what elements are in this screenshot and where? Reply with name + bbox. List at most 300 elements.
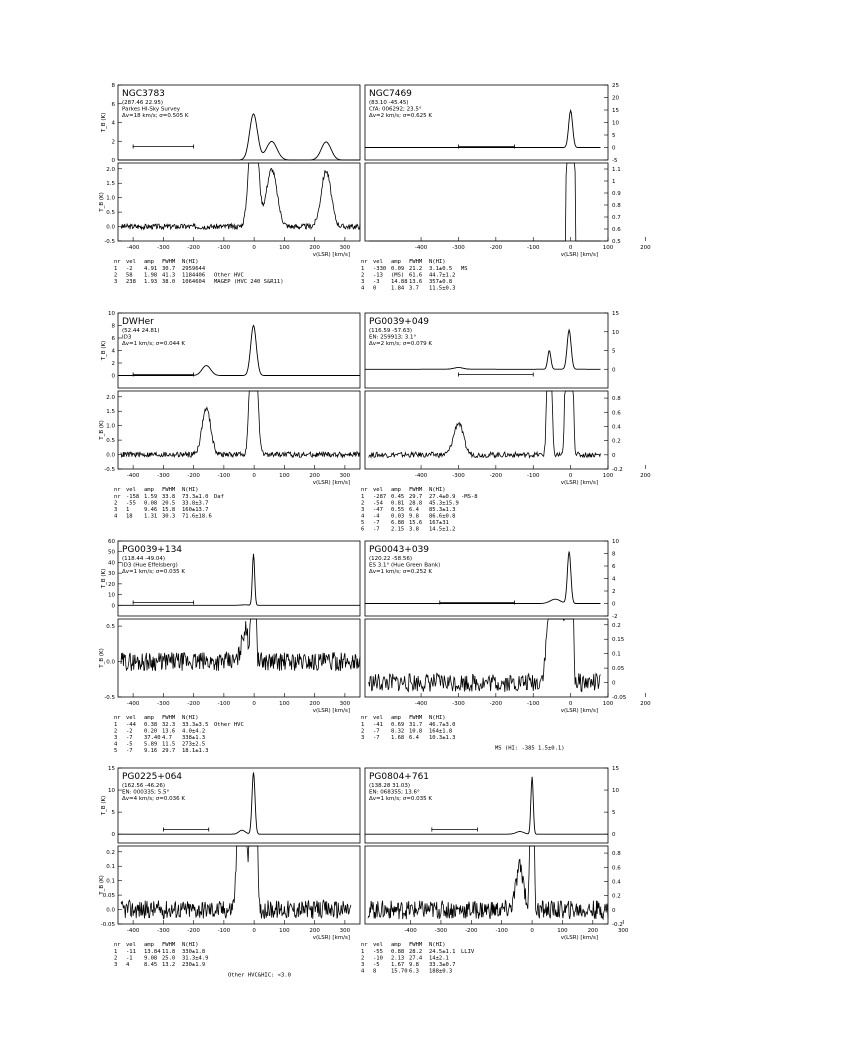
table-row — [361, 729, 452, 735]
table-cell: 6.4 — [409, 735, 419, 741]
table-cell: 1 — [114, 266, 118, 272]
panel-subtitle: ES 3.1° (Hue Green Bank) — [369, 562, 441, 569]
table-row — [114, 735, 205, 741]
ytick-label: 0 — [111, 832, 115, 839]
table-cell: 9.8 — [409, 513, 419, 520]
xtick-label: -300 — [157, 928, 170, 934]
panel-subtitle: Δv=1 km/s; σ=0.252 K — [369, 569, 432, 575]
table-cell: 8.45 — [144, 962, 158, 968]
panel-subtitle: CfA: 006292; 23.5° — [369, 106, 422, 113]
table-cell: 61.6 — [409, 272, 423, 279]
table-cell: (MS) — [391, 272, 405, 279]
ytick-label: 0 — [111, 603, 115, 610]
table-header: N(HI) — [182, 487, 199, 493]
table-header: FWHM — [409, 259, 423, 265]
ytick-label: 10 — [612, 539, 619, 545]
table-row — [361, 527, 456, 533]
ytick-label: 0.1 — [106, 864, 115, 871]
ytick-label: 1 — [612, 179, 616, 185]
ytick-label: -0.5 — [104, 695, 115, 701]
ytick-label: 5 — [111, 810, 115, 817]
xtick-label: 0 — [530, 928, 534, 934]
ytick-label: 6 — [612, 564, 616, 570]
table-row — [114, 748, 209, 754]
table-header: nr — [361, 715, 368, 721]
table-cell: 164±1.8 — [429, 728, 453, 735]
table-cell: 3 — [361, 962, 365, 968]
table-row — [361, 286, 456, 292]
xtick-label: -200 — [187, 473, 200, 479]
xtick-label: -400 — [126, 928, 140, 934]
panel-title: DWHer — [122, 317, 154, 327]
table-cell: 46.7±3.0 — [429, 722, 456, 728]
table-header: vel — [373, 715, 383, 721]
ytick-label: 4 — [612, 576, 616, 583]
ytick-label: 6 — [111, 101, 115, 108]
table-cell: 0.69 — [391, 722, 405, 728]
panel-title: PG0039+134 — [122, 545, 183, 555]
spectrum-line — [118, 114, 360, 160]
xtick-label: -300 — [157, 245, 170, 251]
table-cell: 15.70 — [391, 968, 408, 975]
panel-subtitle: (52.44 24.81) — [122, 328, 160, 334]
xtick-label: -100 — [217, 245, 231, 251]
panel-subtitle: Δv=1 km/s; σ=0.035 K — [369, 796, 432, 802]
table-row — [361, 494, 478, 500]
ytick-label: 15 — [612, 108, 619, 114]
table-cell: 4 — [126, 962, 130, 968]
table-row — [114, 494, 224, 500]
ytick-label: 0.5 — [106, 438, 115, 445]
table-cell: 6.4 — [409, 507, 419, 513]
ytick-label: 10 — [108, 788, 115, 795]
table-cell: -7 — [373, 735, 380, 741]
xtick-label: 0 — [252, 245, 256, 251]
panel-subtitle: (116.59 -57.63) — [369, 328, 413, 334]
ytick-label: 1.0 — [106, 195, 115, 202]
table-cell: 273±2.5 — [182, 741, 206, 748]
x-axis-label: v(LSR) [km/s] — [560, 252, 598, 258]
table-header: vel — [126, 715, 136, 721]
x-axis-label: v(LSR) [km/s] — [312, 480, 350, 486]
panel-subtitle: Δv=2 km/s; σ=0.625 K — [369, 113, 432, 119]
table-row — [361, 514, 456, 520]
table-cell: 30.3 — [162, 513, 176, 520]
panel-dwher — [99, 311, 360, 520]
ytick-label: 0.4 — [612, 879, 621, 886]
table-header: N(HI) — [429, 715, 446, 721]
xtick-label: 300 — [339, 928, 351, 934]
panel-pg0039p049 — [361, 311, 651, 533]
table-cell: 1.84 — [391, 285, 405, 292]
table-cell: 3 — [114, 962, 118, 968]
xtick-label: -400 — [404, 928, 417, 934]
bottom-frame — [365, 619, 608, 697]
table-header: N(HI) — [182, 715, 199, 721]
table-row — [114, 962, 205, 968]
xtick-label: -300 — [452, 473, 465, 479]
table-cell: 10.8 — [409, 728, 423, 735]
ytick-label: 0.8 — [612, 396, 621, 403]
top-frame — [118, 313, 360, 388]
table-cell: 18.1±1.3 — [182, 748, 209, 754]
ytick-label: 0.0 — [106, 224, 115, 231]
ytick-label: 4 — [111, 120, 115, 127]
table-cell: -55 — [126, 500, 136, 507]
ytick-label: 10 — [612, 788, 619, 795]
table-cell: 13.6 — [409, 279, 423, 285]
panel-title: PG0043+039 — [369, 545, 430, 555]
table-header: N(HI) — [429, 487, 446, 493]
ytick-label: -0.05 — [100, 922, 115, 928]
xtick-label: 0 — [568, 701, 573, 707]
table-cell: -5 — [126, 741, 133, 748]
table-header: FWHM — [162, 715, 176, 721]
table-cell: 4 — [114, 513, 118, 520]
ytick-label: 0.0 — [106, 907, 115, 914]
table-cell: 0.55 — [391, 507, 405, 513]
table-row — [361, 273, 456, 279]
ytick-label: 10 — [108, 311, 115, 317]
x-axis-label: v(LSR) [km/s] — [560, 480, 598, 486]
ytick-label: 0 — [111, 373, 115, 380]
table-cell: 71.6±18.6 — [182, 513, 212, 520]
ytick-label: 0 — [612, 907, 616, 914]
table-cell: 4 — [361, 513, 365, 520]
xtick-label: -200 — [187, 701, 200, 707]
ytick-label: 30 — [108, 571, 115, 578]
xtick-label: 200 — [309, 701, 320, 707]
xtick-label: -400 — [414, 701, 428, 707]
table-cell: 27.4±0.9 — [429, 494, 456, 500]
table-cell: -3 — [373, 279, 380, 285]
xtick-label: 0 — [252, 701, 256, 707]
table-cell: 1 — [361, 494, 365, 500]
ytick-label: 20 — [612, 95, 619, 102]
table-cell: 24.5±1.1 — [429, 949, 456, 955]
xtick-label: 0 — [568, 473, 573, 479]
table-cell: 0.45 — [391, 494, 405, 500]
table-header: vel — [373, 942, 383, 948]
table-row — [361, 722, 456, 728]
table-cell: 238 — [126, 279, 136, 285]
spectrum-zoom-line — [368, 846, 608, 919]
ytick-label: 15 — [612, 311, 619, 317]
table-cell: 14.88 — [391, 279, 408, 285]
table-cell: 2 — [361, 272, 365, 279]
ytick-label: 0 — [612, 145, 616, 152]
xtick-label: 200 — [640, 473, 651, 479]
table-cell: 0.03 — [391, 513, 405, 520]
table-row — [361, 266, 468, 272]
table-header: amp — [144, 715, 154, 721]
table-cell: LLIV — [461, 949, 475, 955]
table-cell: 13.2 — [162, 962, 176, 968]
x-axis-label: v(LSR) [km/s] — [312, 252, 350, 258]
table-cell: 9.46 — [144, 507, 158, 513]
xtick-label: -100 — [495, 928, 508, 934]
table-header: N(HI) — [182, 942, 199, 948]
table-cell: 86.6±0.8 — [429, 513, 456, 520]
xtick-label: -400 — [414, 245, 428, 251]
table-cell: -5 — [373, 962, 380, 968]
table-header: amp — [391, 942, 401, 948]
table-cell: 37.40 — [144, 735, 161, 741]
table-header: amp — [144, 259, 154, 265]
table-row — [361, 962, 456, 968]
table-header: FWHM — [409, 942, 423, 948]
panel-subtitle: Δv=1 km/s; σ=0.035 K — [122, 569, 185, 575]
table-cell: 1.59 — [144, 494, 158, 500]
xtick-label: -300 — [157, 701, 170, 707]
table-cell: 6.3 — [409, 968, 419, 975]
ytick-label: 2 — [111, 361, 115, 367]
ytick-label: 0.0 — [106, 659, 115, 666]
panel-title: NGC3783 — [122, 89, 165, 99]
table-cell: Other HVC — [214, 722, 244, 728]
table-cell: -11 — [126, 949, 136, 955]
panel-title: PG0039+049 — [369, 317, 430, 327]
ytick-label: 10 — [108, 592, 115, 599]
spectrum-zoom-line — [121, 846, 351, 919]
xtick-label: -400 — [126, 701, 140, 707]
table-note: Other HVC&HIC: <3.0 — [228, 972, 291, 979]
table-cell: 188±0.3 — [429, 968, 453, 975]
xtick-label: 0 — [252, 473, 256, 479]
y-axis-label: T_B (K) — [99, 420, 105, 440]
table-cell: 29.7 — [409, 494, 423, 500]
table-row — [361, 501, 459, 507]
table-cell: -10 — [373, 955, 383, 962]
table-cell: 3.8 — [409, 526, 419, 533]
table-header: nr — [361, 487, 368, 493]
table-cell: MAGEP (HVC 240 S&R11) — [214, 279, 284, 285]
ytick-label: -0.05 — [612, 695, 627, 701]
xtick-label: -300 — [452, 245, 465, 251]
table-cell: 1 — [126, 507, 130, 513]
panel-ngc7469 — [361, 83, 651, 292]
table-header: FWHM — [162, 487, 176, 493]
ytick-label: 2.0 — [106, 394, 115, 401]
table-cell: 10.3±1.3 — [429, 735, 456, 741]
table-cell: 357±0.8 — [429, 279, 453, 285]
table-row — [114, 279, 284, 285]
panel-title: PG0225+064 — [122, 772, 183, 782]
component-table — [114, 942, 209, 968]
table-row — [361, 956, 449, 962]
ytick-label: 0.05 — [612, 666, 625, 673]
xtick-label: -100 — [526, 701, 540, 707]
x-axis-label: v(LSR) [km/s] — [312, 708, 350, 714]
table-cell: Daf — [214, 494, 224, 500]
component-table — [361, 942, 475, 975]
ytick-label: 0.8 — [612, 203, 621, 209]
table-cell: 2.15 — [391, 526, 405, 533]
xtick-label: 300 — [339, 701, 351, 707]
table-cell: 1.67 — [391, 962, 405, 968]
table-cell: 2 — [114, 272, 118, 279]
component-table — [114, 487, 224, 520]
table-cell: 3.7 — [409, 285, 419, 292]
y-axis-label: T_B (K) — [99, 648, 105, 668]
ytick-label: 2.0 — [106, 166, 115, 173]
ytick-label: -0.5 — [104, 239, 115, 245]
xtick-label: -100 — [217, 701, 231, 707]
ytick-label: 0 — [612, 832, 616, 839]
panel-pg0043p039 — [361, 539, 651, 752]
table-cell: 5 — [361, 520, 365, 526]
table-cell: 3 — [114, 507, 118, 513]
ytick-label: 5 — [612, 348, 616, 355]
panel-ngc3783 — [99, 83, 360, 285]
table-cell: -7 — [373, 728, 380, 735]
ytick-label: 0.5 — [106, 624, 115, 631]
table-cell: 8 — [373, 968, 377, 975]
table-cell: 1 — [361, 949, 365, 955]
ytick-label: 10 — [612, 120, 619, 127]
xtick-label: -400 — [414, 473, 428, 479]
ytick-label: 5 — [612, 810, 616, 817]
spectrum-zoom-line — [369, 391, 601, 458]
table-cell: 160±13.7 — [182, 507, 209, 513]
table-cell: 13.84 — [144, 949, 161, 955]
ytick-label: -5 — [612, 158, 618, 164]
table-cell: 0.08 — [144, 500, 158, 507]
table-cell: 1.98 — [144, 272, 158, 279]
table-cell: 44.7±1.2 — [429, 272, 456, 279]
table-cell: -158 — [126, 494, 140, 500]
ytick-label: 6 — [111, 336, 115, 342]
xtick-label: 200 — [309, 473, 320, 479]
table-cell: 1.31 — [144, 513, 158, 520]
table-header: nr — [114, 487, 121, 493]
table-cell: 11.5±0.3 — [429, 285, 456, 292]
panel-subtitle: Δv=4 km/s; σ=0.036 K — [122, 796, 185, 802]
table-header: vel — [126, 259, 136, 265]
panel-subtitle: EN: 259913; 3.1° — [369, 334, 417, 341]
table-cell: 2959644 — [182, 266, 206, 272]
table-cell: 4.0±4.2 — [182, 728, 206, 735]
table-cell: 167±31 — [429, 520, 449, 526]
ytick-label: 0 — [612, 452, 616, 459]
ytick-label: 0 — [612, 367, 616, 374]
y-axis-label: T_B (K) — [101, 795, 107, 816]
table-cell: 0 — [373, 285, 377, 292]
table-row — [361, 279, 452, 285]
ytick-label: 0.6 — [612, 227, 621, 233]
xtick-label: -200 — [489, 701, 503, 707]
panel-subtitle: (118.44 -49.04) — [122, 556, 166, 562]
ytick-label: 8 — [612, 551, 616, 558]
ytick-label: 1.5 — [106, 181, 115, 188]
table-cell: -41 — [373, 722, 383, 728]
table-cell: 33.8±3.7 — [182, 500, 209, 507]
table-cell: 3 — [361, 279, 365, 285]
table-header: vel — [126, 487, 136, 493]
panel-subtitle: (287.46 22.95) — [122, 100, 164, 106]
xtick-label: 200 — [309, 245, 320, 251]
ytick-label: 0.2 — [612, 893, 621, 900]
table-header: N(HI) — [429, 942, 446, 948]
component-table — [114, 715, 244, 754]
ytick-label: -0.2 — [612, 467, 623, 473]
table-cell: 18 — [126, 513, 133, 520]
ytick-label: 0.6 — [612, 865, 621, 872]
table-cell: 4 — [361, 285, 365, 292]
table-cell: 25.0 — [162, 955, 176, 962]
ytick-label: 0 — [111, 158, 115, 164]
x-axis-label: v(LSR) [km/s] — [312, 935, 350, 941]
component-table — [361, 487, 478, 533]
xtick-label: 200 — [640, 245, 651, 251]
xtick-label: 100 — [279, 245, 290, 251]
table-cell: -55 — [373, 949, 383, 955]
table-cell: 8.32 — [391, 728, 405, 735]
table-header: vel — [373, 487, 383, 493]
table-cell: -2 — [126, 266, 133, 272]
xtick-label: 0 — [568, 245, 573, 251]
xtick-label: -200 — [187, 245, 200, 251]
table-cell: 33.3±0.7 — [429, 962, 456, 968]
panel-subtitle: EN: 068355; 13.6° — [369, 789, 420, 796]
table-cell: 33.3±3.5 — [182, 722, 209, 728]
table-cell: 230±1.9 — [182, 962, 206, 968]
table-cell: 9.8 — [409, 962, 419, 968]
xtick-label: -200 — [187, 928, 200, 934]
table-header: vel — [126, 942, 136, 948]
table-cell: -54 — [373, 500, 383, 507]
table-cell: 14.5±1.2 — [429, 526, 456, 533]
table-cell: 4.7 — [162, 735, 172, 741]
panel-subtitle: (162.56 -46.26) — [122, 783, 166, 789]
table-cell: MS — [461, 266, 468, 272]
table-row — [361, 507, 456, 513]
table-header: vel — [373, 259, 383, 265]
table-cell: -7 — [126, 748, 133, 754]
panel-subtitle: ID3 — [122, 334, 132, 341]
table-cell: -7 — [373, 526, 380, 533]
table-header: N(HI) — [429, 259, 446, 265]
ytick-label: 0.6 — [612, 410, 621, 417]
panel-subtitle: EN: 000335; 5.5° — [122, 789, 170, 796]
ytick-label: 25 — [612, 83, 619, 89]
table-cell: 6 — [361, 526, 365, 533]
xtick-label: -100 — [217, 473, 231, 479]
table-row — [114, 514, 212, 520]
table-cell: 1184406 — [182, 272, 206, 279]
table-cell: 15.8 — [162, 507, 176, 513]
bottom-frame — [118, 163, 360, 241]
ytick-label: 0.8 — [612, 851, 621, 858]
table-cell: 20.5 — [162, 500, 176, 507]
table-cell: -7 — [373, 520, 380, 526]
table-cell: 73.3±1.0 — [182, 494, 209, 500]
ytick-label: 0.0 — [106, 452, 115, 459]
table-row — [114, 266, 206, 272]
xtick-label: -300 — [157, 473, 170, 479]
ytick-label: 0.05 — [102, 893, 115, 900]
xtick-label: -400 — [126, 245, 140, 251]
ytick-label: 0.1 — [106, 878, 115, 885]
panel-subtitle: ID3 (Hue Effelsberg) — [122, 562, 178, 569]
ytick-label: 50 — [108, 549, 115, 556]
table-cell: 27.4 — [409, 955, 423, 962]
table-cell: -13 — [373, 272, 383, 279]
xtick-label: 100 — [602, 245, 614, 251]
table-row — [361, 969, 452, 975]
table-cell: 1 — [361, 266, 365, 272]
table-row — [361, 520, 449, 526]
